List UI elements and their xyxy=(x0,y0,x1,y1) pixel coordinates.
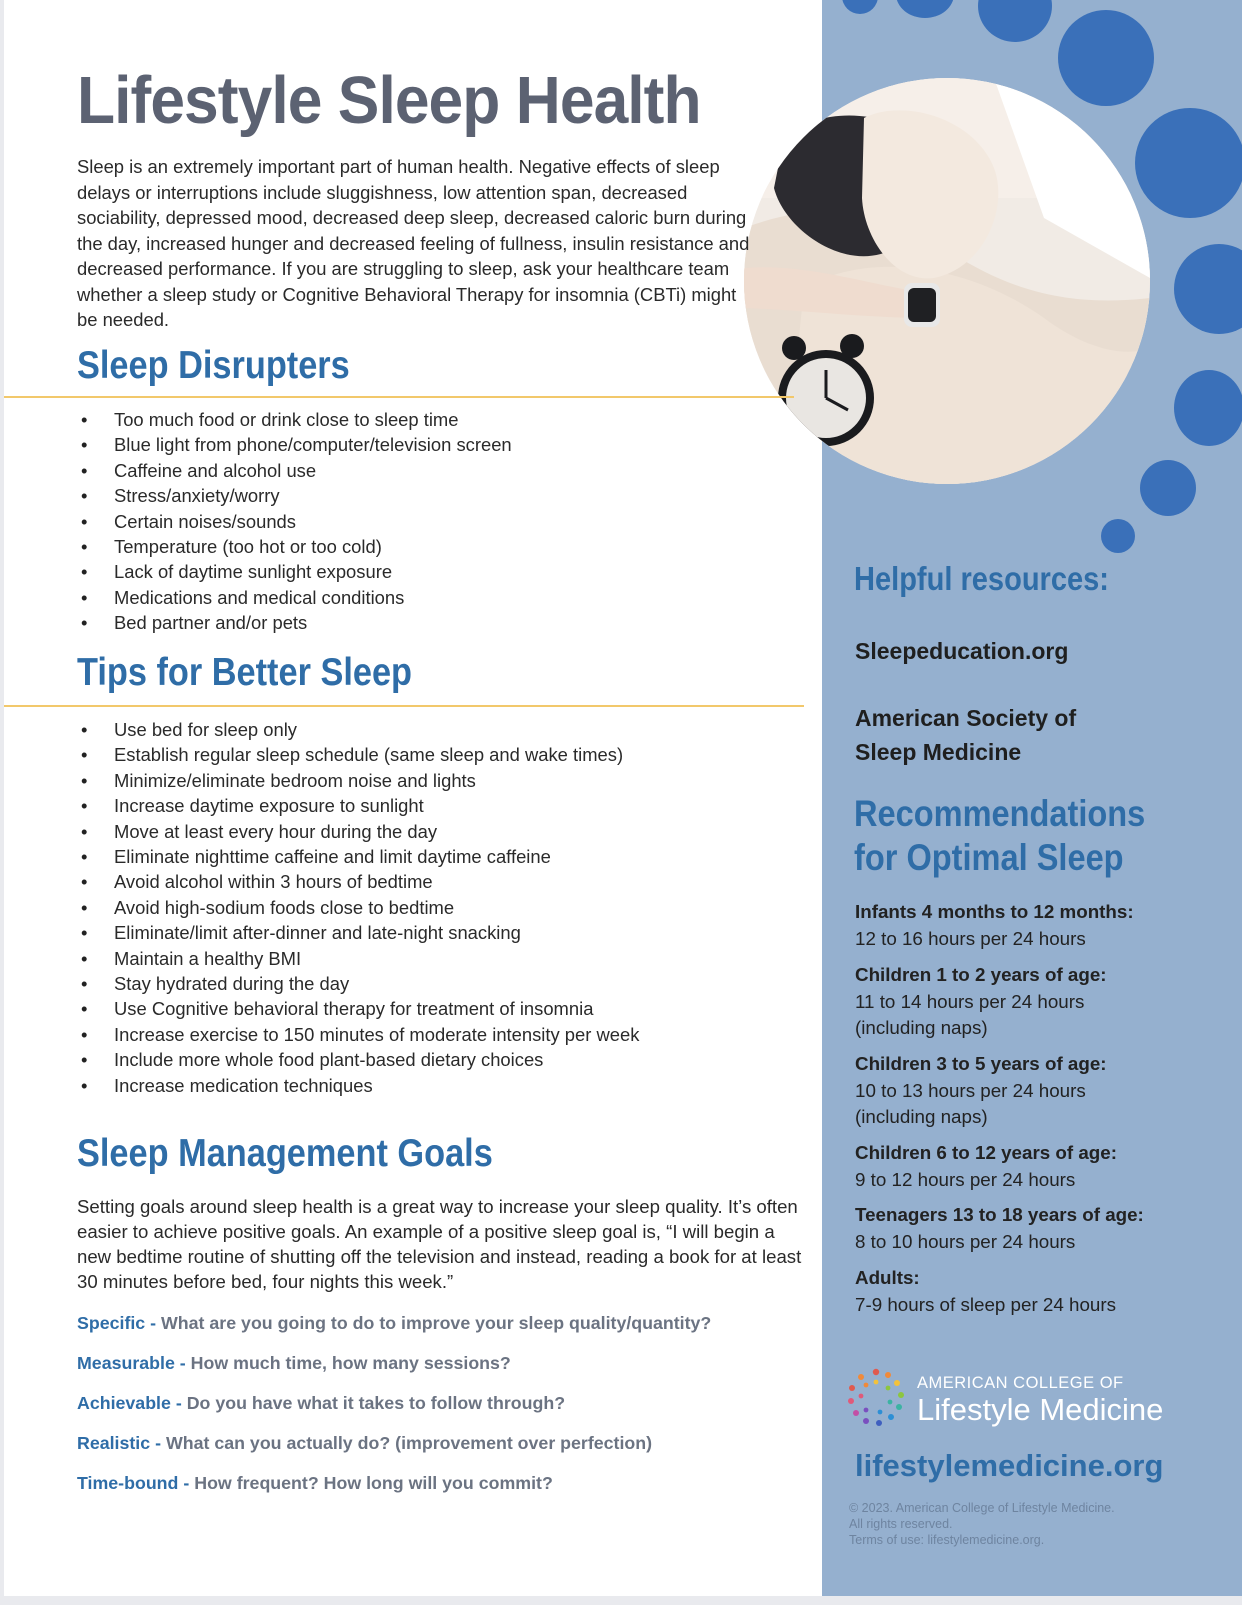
disrupters-list xyxy=(77,407,512,636)
goals-heading: Sleep Management Goals xyxy=(77,1132,493,1175)
tips-heading: Tips for Better Sleep xyxy=(77,651,413,694)
decor-dot xyxy=(896,0,954,18)
list-item: • Maintain a healthy BMI xyxy=(77,946,639,971)
list-item: • Temperature (too hot or too cold) xyxy=(77,534,512,559)
copyright-line: Terms of use: lifestylemedicine.org. xyxy=(849,1533,1045,1547)
rec-adults xyxy=(855,1265,1116,1318)
decor-dot xyxy=(1174,370,1242,446)
decor-dot xyxy=(1135,108,1242,218)
list-item: • Blue light from phone/computer/television screen xyxy=(77,432,512,457)
list-item: • Use bed for sleep only xyxy=(77,717,639,742)
smart-measurable: Measurable - How much time, how many sessions? xyxy=(77,1353,511,1373)
sleeping-woman-photo xyxy=(744,78,1150,484)
rec-children-6-12 xyxy=(855,1140,1117,1193)
decor-dot xyxy=(1101,519,1135,553)
recommendations-heading-line2: for Optimal Sleep xyxy=(854,837,1124,878)
copyright-line: All rights reserved. xyxy=(849,1517,953,1531)
rec-value: 10 to 13 hours per 24 hours xyxy=(855,1079,1086,1101)
copyright-notice xyxy=(849,1500,1115,1548)
rec-label: Adults: xyxy=(855,1267,920,1288)
list-item: • Increase medication techniques xyxy=(77,1073,639,1098)
list-item: • Stress/anxiety/worry xyxy=(77,483,512,508)
acl-logo-text xyxy=(917,1374,1163,1427)
website-link[interactable]: lifestylemedicine.org xyxy=(855,1448,1164,1483)
rec-label: Teenagers 13 to 18 years of age: xyxy=(855,1204,1144,1225)
goals-paragraph: Setting goals around sleep health is a great way to increase your sleep quality. It’s often easier to achieve positive goals. An example of a positive sleep goal is, “I will begin a new bedtime routine of shutting off the television and instead, reading a book for at least 30 minutes before bed, four nights this week.” xyxy=(77,1196,802,1292)
list-item: • Move at least every hour during the day xyxy=(77,819,639,844)
list-item: • Medications and medical conditions xyxy=(77,585,512,610)
resource-link[interactable]: Sleep Medicine xyxy=(855,739,1022,765)
copyright-line: © 2023. American College of Lifestyle Medicine. xyxy=(849,1501,1115,1515)
handout-page xyxy=(4,0,1242,1596)
list-item: • Eliminate/limit after-dinner and late-night snacking xyxy=(77,920,639,945)
smart-key: Time-bound xyxy=(77,1473,179,1493)
resource-link[interactable]: American Society of xyxy=(855,705,1077,731)
rec-value: 8 to 10 hours per 24 hours xyxy=(855,1230,1076,1252)
smart-key: Achievable xyxy=(77,1393,171,1413)
decor-dot xyxy=(1058,10,1154,106)
rec-children-1-2 xyxy=(855,962,1107,1042)
recommendations-heading xyxy=(854,792,1145,880)
list-item: • Increase exercise to 150 minutes of moderate intensity per week xyxy=(77,1022,639,1047)
list-item: • Lack of daytime sunlight exposure xyxy=(77,559,512,584)
smart-specific: Specific - What are you going to do to improve your sleep quality/quantity? xyxy=(77,1313,712,1333)
rec-label: Children 6 to 12 years of age: xyxy=(855,1142,1117,1163)
list-item: • Increase daytime exposure to sunlight xyxy=(77,793,639,818)
smart-time-bound: Time-bound - How frequent? How long will you commit? xyxy=(77,1473,553,1493)
smart-realistic: Realistic - What can you actually do? (improvement over perfection) xyxy=(77,1433,653,1453)
rec-children-3-5 xyxy=(855,1051,1107,1131)
tips-list xyxy=(77,717,639,1098)
section-divider xyxy=(4,705,804,707)
rec-value: 11 to 14 hours per 24 hours xyxy=(855,990,1085,1012)
smart-key: Measurable xyxy=(77,1353,175,1373)
resource-link[interactable]: Sleepeducation.org xyxy=(855,638,1069,664)
rec-label: Children 1 to 2 years of age: xyxy=(855,964,1107,985)
decor-dot xyxy=(1174,244,1242,334)
section-divider xyxy=(4,396,794,398)
smart-key: Specific xyxy=(77,1313,146,1333)
recommendations-heading-line1: Recommendations xyxy=(854,793,1146,834)
page-title: Lifestyle Sleep Health xyxy=(77,63,701,138)
list-item: • Stay hydrated during the day xyxy=(77,971,639,996)
list-item: • Establish regular sleep schedule (same sleep and wake times) xyxy=(77,742,639,767)
smart-desc: What can you actually do? (improvement over perfection) xyxy=(165,1433,653,1453)
list-item: • Too much food or drink close to sleep time xyxy=(77,407,512,432)
list-item: • Eliminate nighttime caffeine and limit daytime caffeine xyxy=(77,844,639,869)
list-item: • Use Cognitive behavioral therapy for treatment of insomnia xyxy=(77,996,639,1021)
list-item: • Certain noises/sounds xyxy=(77,509,512,534)
rec-label: Infants 4 months to 12 months: xyxy=(855,901,1134,922)
intro-paragraph: Sleep is an extremely important part of human health. Negative effects of sleep delays or interruptions include sluggishness, low attention span, decreased sociability, depressed mood, decreased deep sleep, decreased caloric burn during the day, increased hunger and decreased feeling of fullness, insulin resistance and decreased performance. If you are struggling to sleep, ask your healthcare team whether a sleep study or Cognitive Behavioral Therapy for insomnia (CBTi) might be needed. xyxy=(77,156,750,330)
list-item: • Bed partner and/or pets xyxy=(77,610,512,635)
decor-dot xyxy=(842,0,878,14)
rec-infants xyxy=(855,899,1134,952)
decor-dot xyxy=(1140,460,1196,516)
list-item: • Caffeine and alcohol use xyxy=(77,458,512,483)
rec-teenagers xyxy=(855,1202,1144,1255)
smart-achievable: Achievable - Do you have what it takes to follow through? xyxy=(77,1393,566,1413)
acl-logo-icon xyxy=(844,1366,908,1430)
decor-dot xyxy=(978,0,1052,42)
list-item: • Avoid high-sodium foods close to bedtime xyxy=(77,895,639,920)
rec-value: 12 to 16 hours per 24 hours xyxy=(855,927,1086,949)
rec-value: 9 to 12 hours per 24 hours xyxy=(855,1168,1076,1190)
rec-label: Children 3 to 5 years of age: xyxy=(855,1053,1107,1074)
smart-desc: How frequent? How long will you commit? xyxy=(194,1473,553,1493)
smart-key: Realistic xyxy=(77,1433,151,1453)
smart-desc: How much time, how many sessions? xyxy=(190,1353,511,1373)
list-item: • Avoid alcohol within 3 hours of bedtime xyxy=(77,869,639,894)
rec-note: (including naps) xyxy=(855,1017,988,1038)
list-item: • Minimize/eliminate bedroom noise and lights xyxy=(77,768,639,793)
acl-logo-line2: Lifestyle Medicine xyxy=(917,1392,1164,1427)
resources-heading: Helpful resources: xyxy=(854,560,1109,597)
smart-desc: Do you have what it takes to follow through? xyxy=(186,1393,566,1413)
disrupters-heading: Sleep Disrupters xyxy=(77,344,350,387)
rec-value: 7-9 hours of sleep per 24 hours xyxy=(855,1293,1117,1315)
list-item: • Include more whole food plant-based dietary choices xyxy=(77,1047,639,1072)
smart-desc: What are you going to do to improve your sleep quality/quantity? xyxy=(161,1313,712,1333)
acl-logo-line1: AMERICAN COLLEGE OF xyxy=(917,1374,1124,1392)
rec-note: (including naps) xyxy=(855,1106,988,1127)
